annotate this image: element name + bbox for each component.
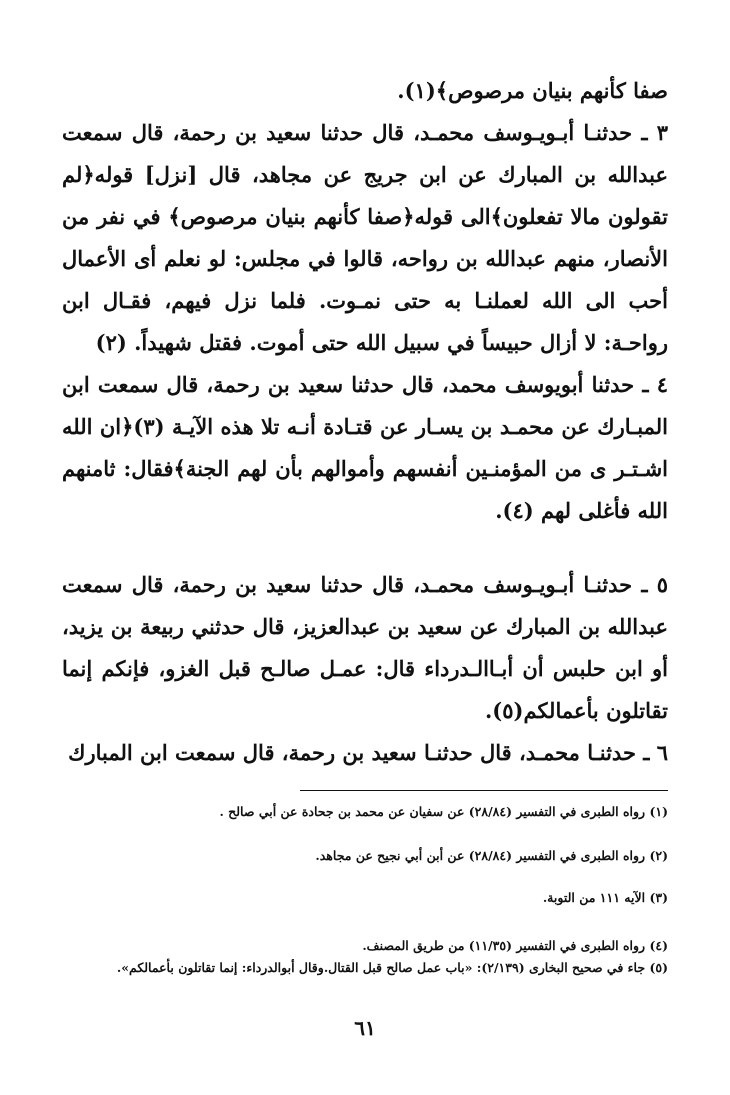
paragraph-narration-4: ٤ ـ حدثنا أبويوسف محمد، قال حدثنا سعيد بن رحمة، قال سمعت ابن المبـارك عن محمـد بن يسـار عن قتـادة أنـه تلا هذه الآيـة (٣)﴿ان الله اشـتـر ى من المؤمنـين أنفسهم وأموالهم بأن لهم الجنة﴾فقال: ثامنهم الله فأغلى لهم (٤). — [62, 372, 668, 523]
footnote-1: (١) رواه الطبرى في التفسير (٢٨/٨٤) عن سفيان عن محمد بن جحادة عن أبي صالح . — [219, 804, 668, 819]
footnote-5: (٥) جاء في صحيح البخارى (٢/١٣٩): «باب عمل صالح قبل القتال.وقال أبوالدرداء: إنما تقاتلون بأعمالكم». — [116, 960, 668, 975]
footnote-4: (٤) رواه الطبرى في التفسير (١١/٣٥) من طريق المصنف. — [362, 938, 668, 953]
paragraph-continuation: صفا كأنهم بنيان مرصوص﴾(١). — [397, 78, 668, 103]
page-number: ٦١ — [354, 1016, 376, 1040]
footnote-3: (٣) الآيه ١١١ من التوبة. — [542, 890, 668, 905]
paragraph-narration-3: ٣ ـ حدثنـا أبـويـوسف محمـد، قال حدثنا سعيد بن رحمة، قال سمعت عبدالله بن المبارك عن ابن جريج عن مجاهد، قال [نزل] قوله﴿لم تقولون مالا تفعلون﴾الى قوله﴿صفا كأنهم بنيان مرصوص﴾ في نفر من الأنصار، منهم عبدالله بن رواحه، قالوا في مجلس: لو نعلم أى الأعمال أحب الى الله لعملنـا به حتى نمـوت. فلما نزل فيهم، فقـال ابن رواحـة: لا أزال حبيساً في سبيل الله حتى أموت. فقتل شهيداً. (٢) — [62, 120, 668, 355]
main-text — [62, 70, 668, 774]
footnotes — [62, 798, 668, 976]
footnote-2: (٢) رواه الطبرى في التفسير (٢٨/٨٤) عن أبن أبي نجيح عن مجاهد. — [315, 848, 668, 863]
paragraph-narration-5: ٥ ـ حدثنـا أبـويـوسف محمـد، قال حدثنا سعيد بن رحمة، قال سمعت عبدالله بن المبارك عن سعيد بن عبدالعزيز، قال حدثني ربيعة بن يزيد، أو ابن حلبس أن أبـاالـدرداء قال: عمـل صالـح قبل الغزو، فإنكم إنما تقاتلون بأعمالكم(٥). — [62, 572, 668, 723]
paragraph-narration-6: ٦ ـ حدثنـا محمـد، قال حدثنـا سعيد بن رحمة، قال سمعت ابن المبارك — [68, 740, 668, 765]
footnote-separator — [300, 790, 668, 791]
